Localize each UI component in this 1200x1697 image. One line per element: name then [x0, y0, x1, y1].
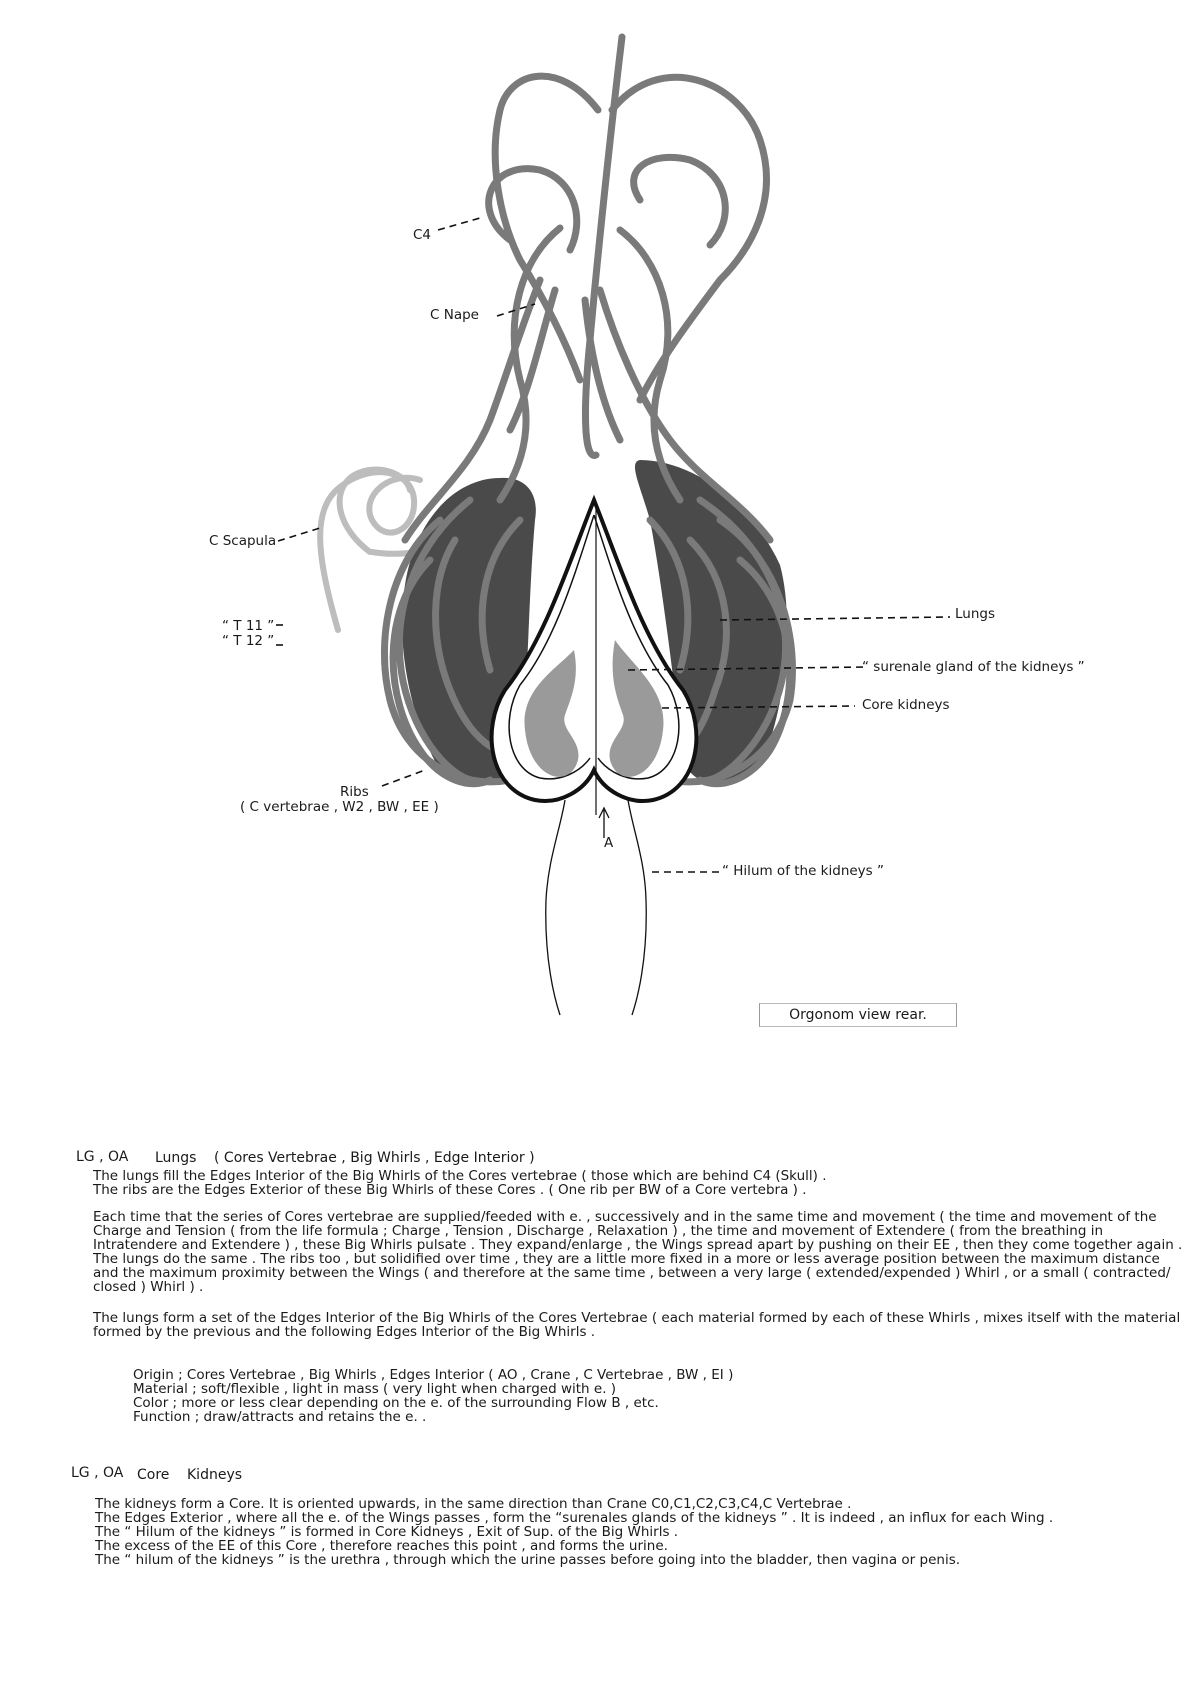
kidneys-section-title: Core	[137, 1467, 170, 1483]
lungs-text-2: Each time that the series of Cores vertebrae are supplied/feeded with e. , successively and in the same time and movement ( the time and movement of the Charge and Tension ( from the life formula ; Charge , Tension , Discharge , Relaxation ) , the time and movement of Extendere ( from the breathing in Intratendere and Extendere ) , these Big Whirls pulsate . They expand/enlarge , the Wings spread apart by pushing on their EE , then they come together again . The lungs do the same . The ribs too , but solidified over time , they are a little more fixed in a more or less average position between the maximum distance and the maximum proximity between the Wings ( and therefore at the same time , between a very large ( extended/expended ) Whirl , or a small ( contracted/ closed ) Whirl ) .	[93, 1209, 1183, 1295]
label-lungs: Lungs	[955, 606, 995, 622]
caption-text: Orgonom view rear.	[789, 1007, 927, 1023]
label-t12: “ T 12 ”	[222, 633, 275, 649]
label-ribs-subtitle: ( C vertebrae , W2 , BW , EE )	[240, 799, 439, 815]
label-c-scapula: C Scapula	[209, 533, 277, 549]
lungs-properties	[133, 1368, 1133, 1424]
lungs-text-3: The lungs form a set of the Edges Interior of the Big Whirls of the Cores Vertebrae ( each material formed by each of these Whirls , mixes itself with the material formed by the previous and the following Edges Interior of the Big Whirls .	[93, 1310, 1181, 1340]
lungs-paragraph-3	[93, 1311, 1193, 1339]
kidneys-section-title-2: Kidneys	[187, 1467, 243, 1483]
lungs-section-subtitle: ( Cores Vertebrae , Big Whirls , Edge Interior )	[214, 1150, 535, 1166]
label-hilum: “ Hilum of the kidneys ”	[722, 863, 884, 879]
caption-box	[759, 1003, 957, 1027]
label-t11: “ T 11 ”	[222, 618, 275, 634]
kidneys-paragraph	[95, 1497, 1195, 1567]
lungs-section-tag: LG , OA	[76, 1149, 129, 1165]
label-surenale-gland: “ surenale gland of the kidneys ”	[862, 659, 1085, 675]
kidneys-section-tag: LG , OA	[71, 1465, 124, 1481]
lungs-text-1: The lungs fill the Edges Interior of the Big Whirls of the Cores vertebrae ( those which are behind C4 (Skull) . The ribs are the Edges Exterior of these Big Whirls of these Cores . ( One rib per BW of a Core vertebra ) .	[93, 1168, 827, 1198]
label-core-kidneys: Core kidneys	[862, 697, 950, 713]
lungs-paragraph-2	[93, 1210, 1193, 1294]
label-a: A	[604, 835, 614, 851]
lungs-properties-text: Origin ; Cores Vertebrae , Big Whirls , Edges Interior ( AO , Crane , C Vertebrae , BW , EI ) Material ; soft/flexible , light in mass ( very light when charged with e. ) Color ; more or less clear depending on the e. of the surrounding Flow B , etc. Function ; draw/attracts and retains the e. .	[133, 1367, 734, 1425]
label-ribs: Ribs	[340, 784, 369, 800]
label-c-nape: C Nape	[430, 307, 479, 323]
label-c4: C4	[413, 227, 432, 243]
lungs-paragraph-1	[93, 1169, 1193, 1197]
lungs-section-title: Lungs	[155, 1150, 197, 1166]
kidneys-text: The kidneys form a Core. It is oriented upwards, in the same direction than Crane C0,C1,C2,C3,C4,C Vertebrae . The Edges Exterior , where all the e. of the Wings passes , form the “surenales glands of the kidneys ” . It is indeed , an influx for each Wing . The “ Hilum of the kidneys ” is formed in Core Kidneys , Exit of Sup. of the Big Whirls . The excess of the EE of this Core , therefore reaches this point , and forms the urine. The “ hilum of the kidneys ” is the urethra , through which the urine passes before going into the bladder, then vagina or penis.	[95, 1496, 1054, 1568]
